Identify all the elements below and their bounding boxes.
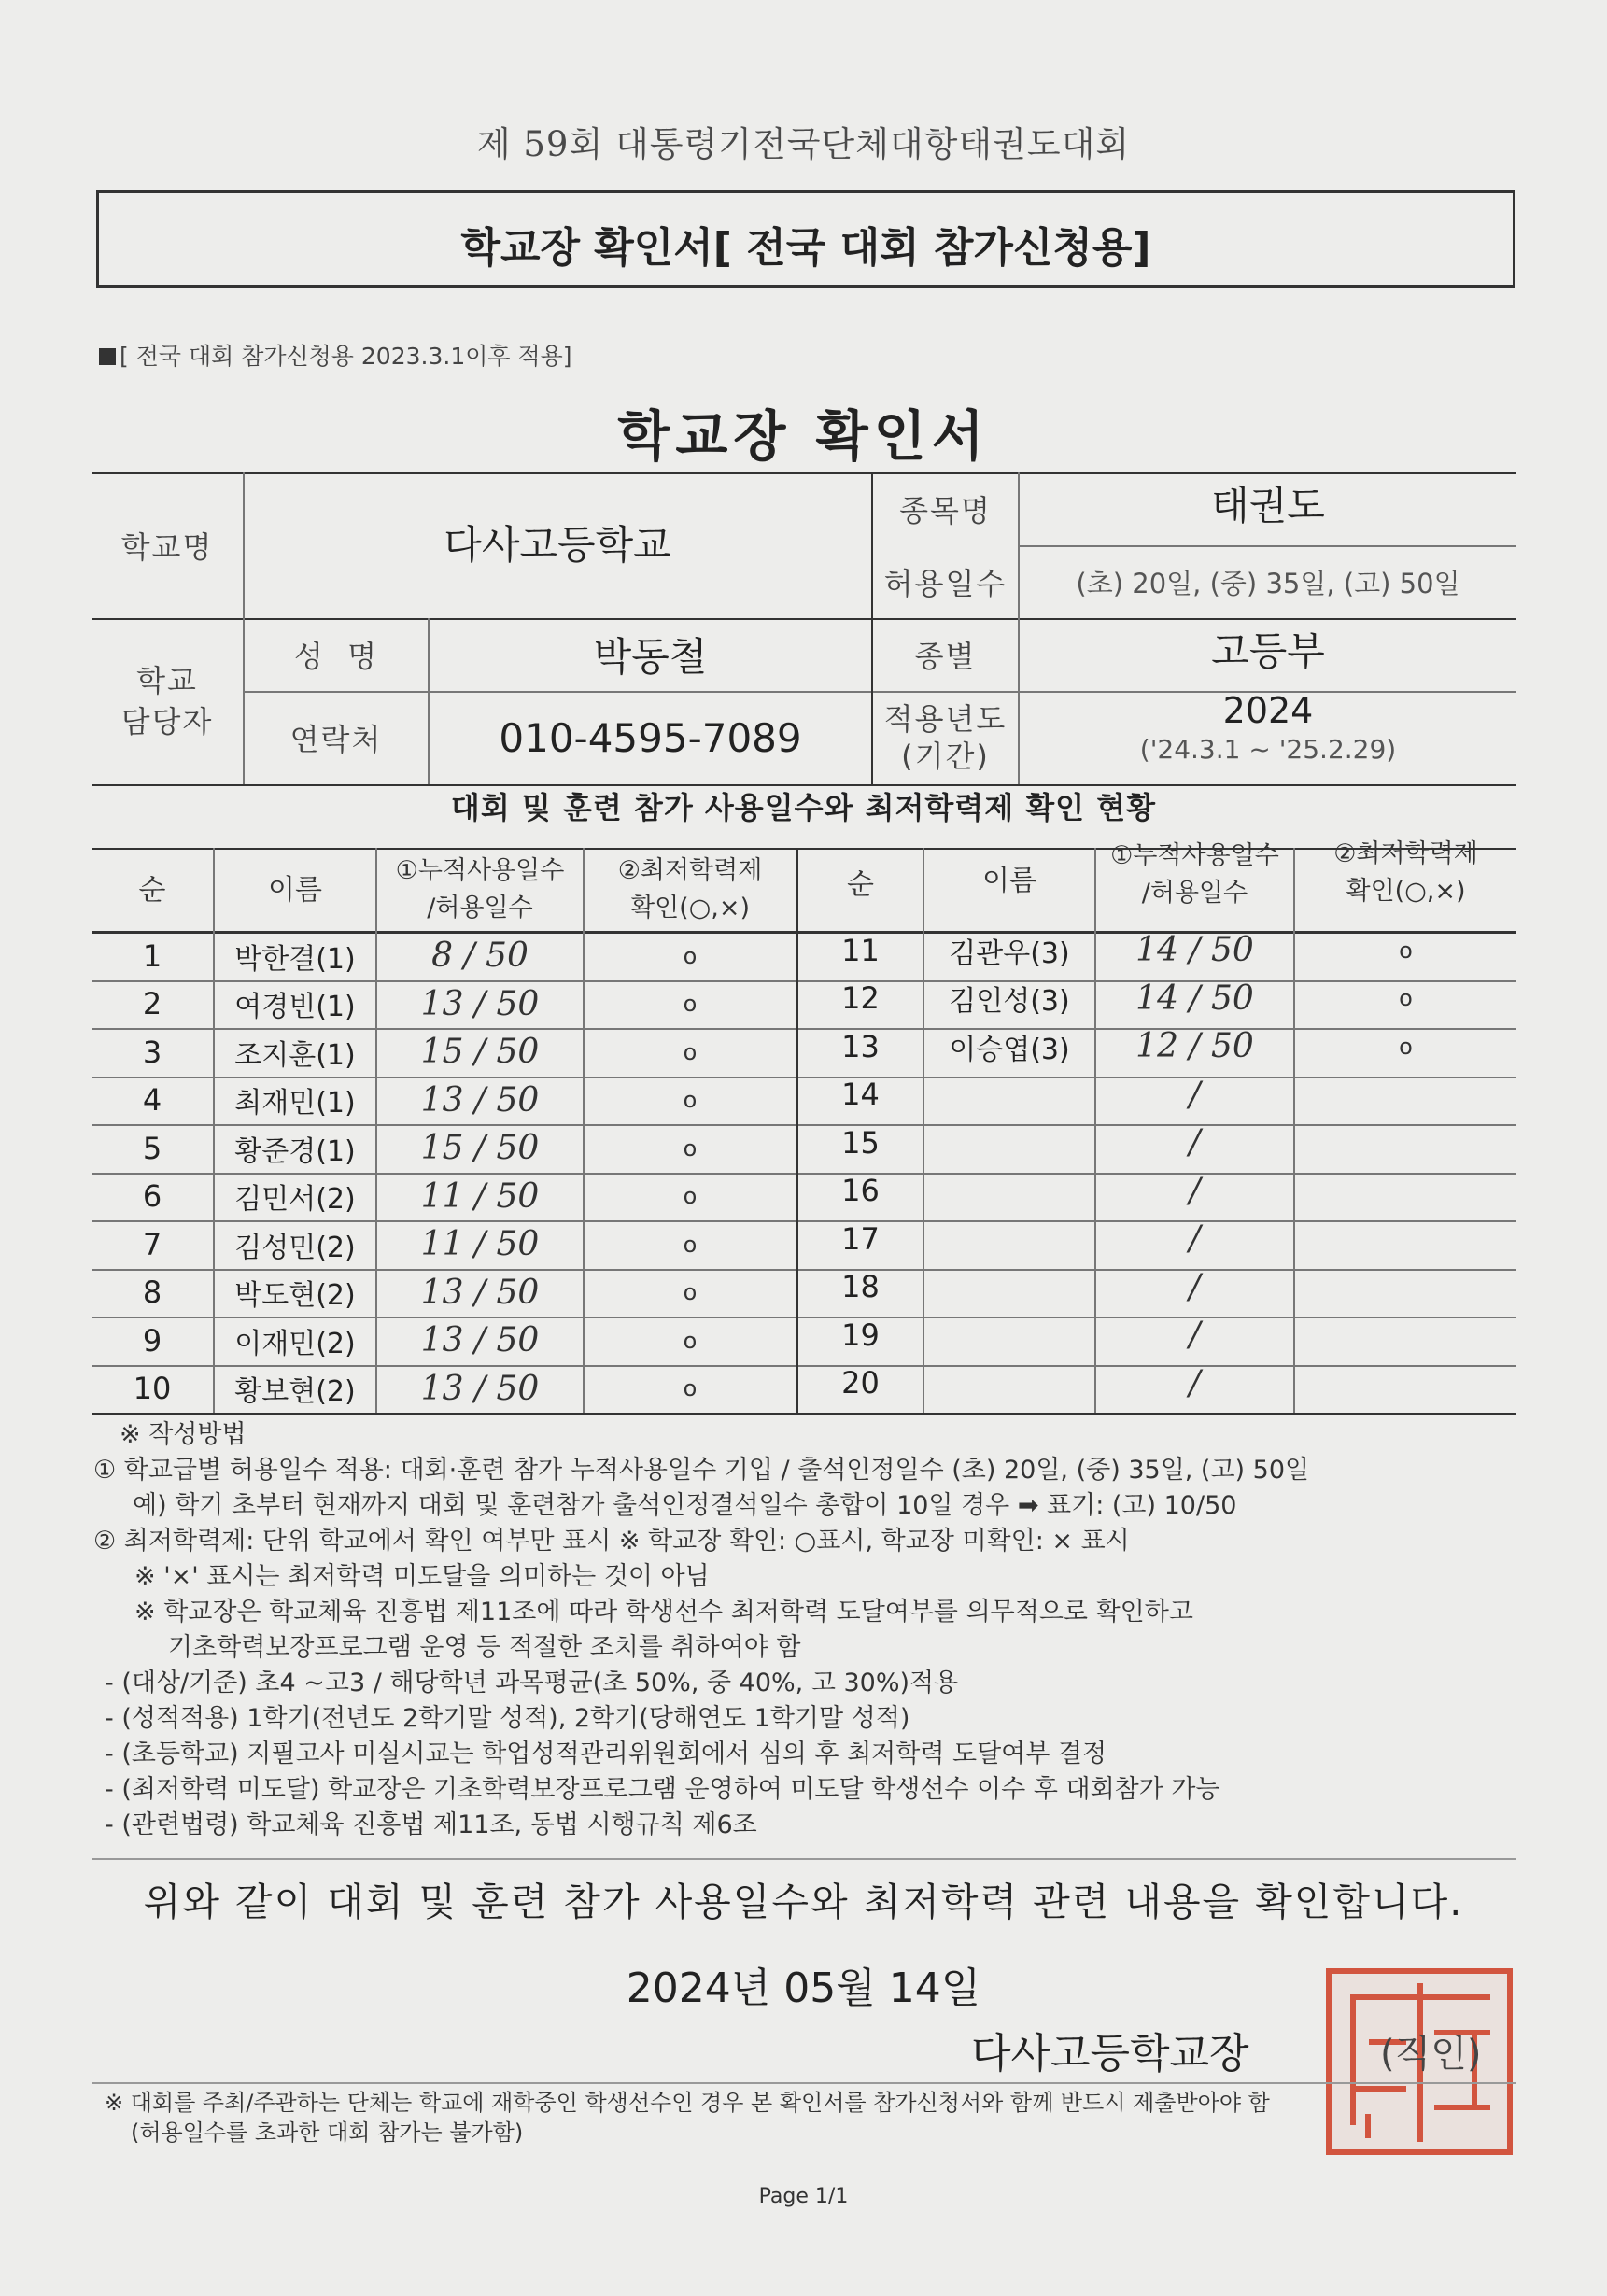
row-number: 18 (841, 1269, 880, 1305)
row-number: 19 (841, 1317, 880, 1353)
boxed-title-text: 학교장 확인서[ 전국 대회 참가신청용] (460, 224, 1151, 272)
min-academic-check: o (683, 991, 698, 1018)
cumulative-days: 13 / 50 (420, 1080, 540, 1120)
cumulative-days: / (1189, 1219, 1201, 1259)
principal-signature: 다사고등학교장 (971, 2030, 1249, 2078)
boxed-title (96, 190, 1515, 288)
student-name: 여경빈(1) (234, 991, 356, 1024)
student-name: 김민서(2) (234, 1183, 356, 1217)
phone-label: 연락처 (289, 722, 383, 757)
row-number: 8 (142, 1275, 162, 1311)
student-name: 김관우(3) (949, 937, 1070, 970)
row-number: 14 (841, 1077, 880, 1113)
row-number: 2 (142, 986, 162, 1022)
min-academic-check: o (1399, 937, 1413, 964)
student-name: 김인성(3) (949, 985, 1070, 1019)
min-academic-check: o (683, 1279, 698, 1306)
col-header-name-right: 이름 (982, 864, 1036, 897)
min-academic-check: o (683, 1231, 698, 1258)
cumulative-days: 15 / 50 (420, 1129, 540, 1168)
cumulative-days: 11 / 50 (420, 1176, 540, 1216)
min-academic-check: o (1399, 985, 1413, 1012)
cumulative-days: 13 / 50 (420, 1273, 540, 1312)
student-name (924, 1119, 1094, 1167)
year-label: 적용년도 (기간) (883, 701, 1008, 774)
min-academic-check (1295, 1167, 1516, 1216)
row-number: 9 (142, 1322, 162, 1359)
note-line: ※ 학교장은 학교체육 진흥법 제11조에 따라 학생선수 최저학력 도달여부를 의무적으로 확인하고 (134, 1598, 1193, 1627)
student-name: 조지훈(1) (234, 1038, 356, 1072)
student-name: 박한결(1) (234, 942, 356, 976)
note-line: 예) 학기 초부터 현재까지 대회 및 훈련참가 출석인정결석일수 총합이 10일 경우 ➡ 표기: (고) 10/50 (133, 1491, 1237, 1520)
min-academic-check: o (683, 1327, 698, 1354)
min-academic-check (1295, 1311, 1516, 1359)
cumulative-days: / (1189, 1171, 1201, 1210)
student-name (924, 1215, 1094, 1263)
note-line: ※ '×' 표시는 최저학력 미도달을 의미하는 것이 아님 (134, 1562, 710, 1591)
note-line: - (대상/기준) 초4 ~고3 / 해당학년 과목평균(초 50%, 중 40%, 고 30%)적용 (105, 1669, 959, 1697)
cumulative-days: / (1189, 1267, 1201, 1306)
category-label: 종별 (914, 639, 977, 674)
row-number: 4 (142, 1082, 162, 1119)
min-academic-check: o (683, 1134, 698, 1162)
note-line: 기초학력보장프로그램 운영 등 적절한 조치를 취하여야 함 (168, 1633, 801, 1662)
square-bullet-icon (99, 348, 116, 365)
submission-note-line: (허용일수를 초과한 대회 참가는 불가함) (131, 2120, 524, 2146)
cumulative-days: 13 / 50 (420, 1321, 540, 1360)
name-label: 성 명 (293, 639, 379, 674)
year-period: ('24.3.1 ~ '25.2.29) (1139, 733, 1397, 765)
student-name (924, 1263, 1094, 1312)
note-line: - (관련법령) 학교체육 진흥법 제11조, 동법 시행규칙 제6조 (105, 1810, 757, 1839)
section-title: 대회 및 훈련 참가 사용일수와 최저학력제 확인 현황 (450, 790, 1157, 825)
cumulative-days: 13 / 50 (420, 1369, 540, 1408)
row-number: 16 (841, 1173, 880, 1209)
submission-note-line: ※ 대회를 주최/주관하는 단체는 학교에 재학중인 학생선수인 경우 본 확인서를 참가신청서와 함께 반드시 제출받아야 함 (105, 2090, 1270, 2116)
min-academic-check: o (683, 942, 698, 969)
row-number: 3 (142, 1034, 162, 1070)
contact-person-label: 학교 담당자 (120, 663, 214, 740)
student-name: 김성민(2) (234, 1231, 356, 1264)
category-value: 고등부 (1211, 628, 1325, 674)
row-number: 20 (841, 1365, 880, 1402)
cumulative-days: / (1189, 1075, 1201, 1114)
row-number: 7 (142, 1226, 162, 1262)
name-value: 박동철 (593, 634, 708, 680)
row-number: 1 (142, 937, 162, 974)
cumulative-days: / (1189, 1316, 1201, 1355)
seal-label: (직인) (1380, 2033, 1482, 2076)
student-name: 황보현(2) (234, 1375, 356, 1409)
page-number: Page 1/1 (758, 2185, 849, 2208)
min-academic-check (1295, 1215, 1516, 1263)
min-academic-check: o (1399, 1033, 1413, 1060)
min-academic-check: o (683, 1038, 698, 1065)
row-number: 5 (142, 1130, 162, 1166)
student-name: 황준경(1) (234, 1134, 356, 1168)
cumulative-days: 8 / 50 (431, 937, 529, 976)
row-number: 17 (841, 1220, 880, 1257)
min-academic-check (1295, 1071, 1516, 1120)
row-number: 6 (142, 1178, 162, 1215)
school-name-value: 다사고등학교 (444, 522, 671, 568)
col-header-days-left: ①누적사용일수 /허용일수 (395, 855, 565, 923)
student-name: 최재민(1) (234, 1087, 356, 1120)
main-title: 학교장 확인서 (617, 404, 990, 468)
col-header-name-left: 이름 (268, 873, 322, 907)
student-name (924, 1071, 1094, 1120)
note-line: - (초등학교) 지필고사 미실시교는 학업성적관리위원회에서 심의 후 최저학력 도달여부 결정 (105, 1740, 1107, 1768)
cumulative-days: 11 / 50 (420, 1225, 540, 1264)
cumulative-days: 14 / 50 (1135, 979, 1254, 1018)
student-name: 이승엽(3) (949, 1033, 1070, 1066)
student-name (924, 1311, 1094, 1359)
allowed-days-value: (초) 20일, (중) 35일, (고) 50일 (1076, 567, 1460, 599)
row-number: 13 (841, 1028, 880, 1064)
col-header-check-left: ②최저학력제 확인(○,×) (617, 855, 763, 923)
row-number: 11 (841, 932, 880, 968)
cumulative-days: / (1189, 1123, 1201, 1162)
row-number: 15 (841, 1124, 880, 1161)
row-number: 10 (133, 1371, 172, 1407)
min-academic-check (1295, 1263, 1516, 1312)
writing-instructions (93, 1417, 1531, 1843)
min-academic-check (1295, 1359, 1516, 1408)
row-number: 12 (841, 980, 880, 1017)
student-name: 박도현(2) (234, 1279, 356, 1313)
col-header-check-right: ②최저학력제 확인(○,×) (1333, 838, 1478, 906)
issue-date: 2024년 05월 14일 (626, 1965, 981, 2012)
col-header-days-right: ①누적사용일수 /허용일수 (1110, 840, 1279, 908)
cumulative-days: 14 / 50 (1135, 931, 1254, 970)
allowed-days-label: 허용일수 (883, 566, 1008, 601)
student-name: 이재민(2) (234, 1327, 356, 1360)
student-name (924, 1167, 1094, 1216)
student-name (924, 1359, 1094, 1408)
competition-title: 제 59회 대통령기전국단체대항태권도대회 (476, 124, 1131, 164)
min-academic-check: o (683, 1183, 698, 1210)
note-line: - (최저학력 미도달) 학교장은 기초학력보장프로그램 운영하여 미도달 학생선수 이수 후 대회참가 가능 (105, 1775, 1220, 1804)
note-line: ② 최저학력제: 단위 학교에서 확인 여부만 표시 ※ 학교장 확인: ○표시, 학교장 미확인: × 표시 (93, 1527, 1130, 1556)
min-academic-check: o (683, 1375, 698, 1402)
phone-value: 010-4595-7089 (499, 714, 802, 761)
confirmation-statement: 위와 같이 대회 및 훈련 참가 사용일수와 최저학력 관련 내용을 확인합니다. (143, 1880, 1464, 1924)
cumulative-days: 15 / 50 (420, 1033, 540, 1072)
col-header-no-left: 순 (138, 873, 166, 907)
applicability-note: [ 전국 대회 참가신청용 2023.3.1이후 적용] (99, 338, 572, 372)
cumulative-days: 13 / 50 (420, 984, 540, 1023)
notes-heading: ※ 작성방법 (120, 1420, 247, 1449)
event-label: 종목명 (899, 493, 992, 528)
cumulative-days: / (1189, 1363, 1201, 1402)
school-name-label: 학교명 (120, 529, 214, 565)
min-academic-check: o (683, 1087, 698, 1114)
col-header-no-right: 순 (847, 867, 874, 901)
note-line: - (성적적용) 1학기(전년도 2학기말 성적), 2학기(당해연도 1학기말 성적) (105, 1704, 910, 1733)
note-line: ① 학교급별 허용일수 적용: 대회·훈련 참가 누적사용일수 기입 / 출석인정일수 (초) 20일, (중) 35일, (고) 50일 (93, 1456, 1310, 1485)
min-academic-check (1295, 1119, 1516, 1167)
event-value: 태권도 (1211, 483, 1325, 528)
cumulative-days: 12 / 50 (1135, 1027, 1254, 1066)
submission-note (105, 2088, 1524, 2148)
year-value: 2024 (1222, 690, 1314, 731)
